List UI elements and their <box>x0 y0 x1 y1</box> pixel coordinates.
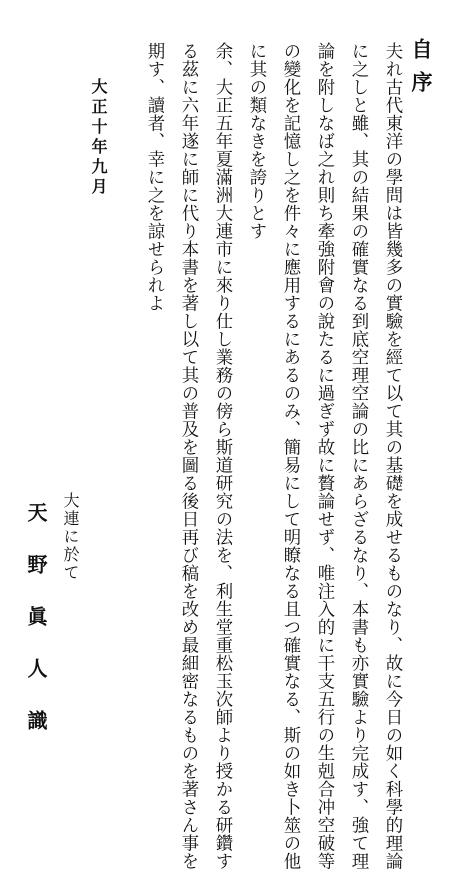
body-column-1: 夫れ古代東洋の學問は皆幾多の實驗を經て以て其の基礎を成せるものなり、故に今日の如く科學的理論 <box>382 42 402 870</box>
body-column-3: 論を附しなば之れ則ち牽強附會の說たるに過ぎず故に贅論せず、唯注入的に干支五行の生剋合冲空破等 <box>314 42 334 870</box>
body-column-8: 期す、讀者、幸に之を諒せられよ <box>144 42 164 312</box>
body-column-6: 余、大正五年夏滿洲大連市に來り仕し業務の傍ら斯道研究の法を、利生堂重松玉次師より授かる研鑽す <box>212 42 232 870</box>
body-column-2: に之しと雖、其の結果の確實なる到底空理空論の比にあらざるなり、本書も亦實驗より完成す、強て理 <box>348 42 368 870</box>
body-column-4: の變化を記憶し之を件々に應用するにあるのみ、簡易にして明瞭なる且つ確實なる、斯の如き卜筮の他 <box>280 42 300 870</box>
preface-place: 大連に於て <box>61 492 80 582</box>
preface-author-signature: 天野眞人識 <box>24 502 48 762</box>
body-column-7: る茲に六年遂に師に代り本書を著し以て其の普及を圖る後日再び稿を改め最細密なるものを著さん事を <box>178 42 198 870</box>
body-column-5: に其の類なきを誇りとす <box>246 42 266 240</box>
preface-date: 大正十年九月 <box>89 78 108 198</box>
preface-title: 自序 <box>409 38 434 104</box>
